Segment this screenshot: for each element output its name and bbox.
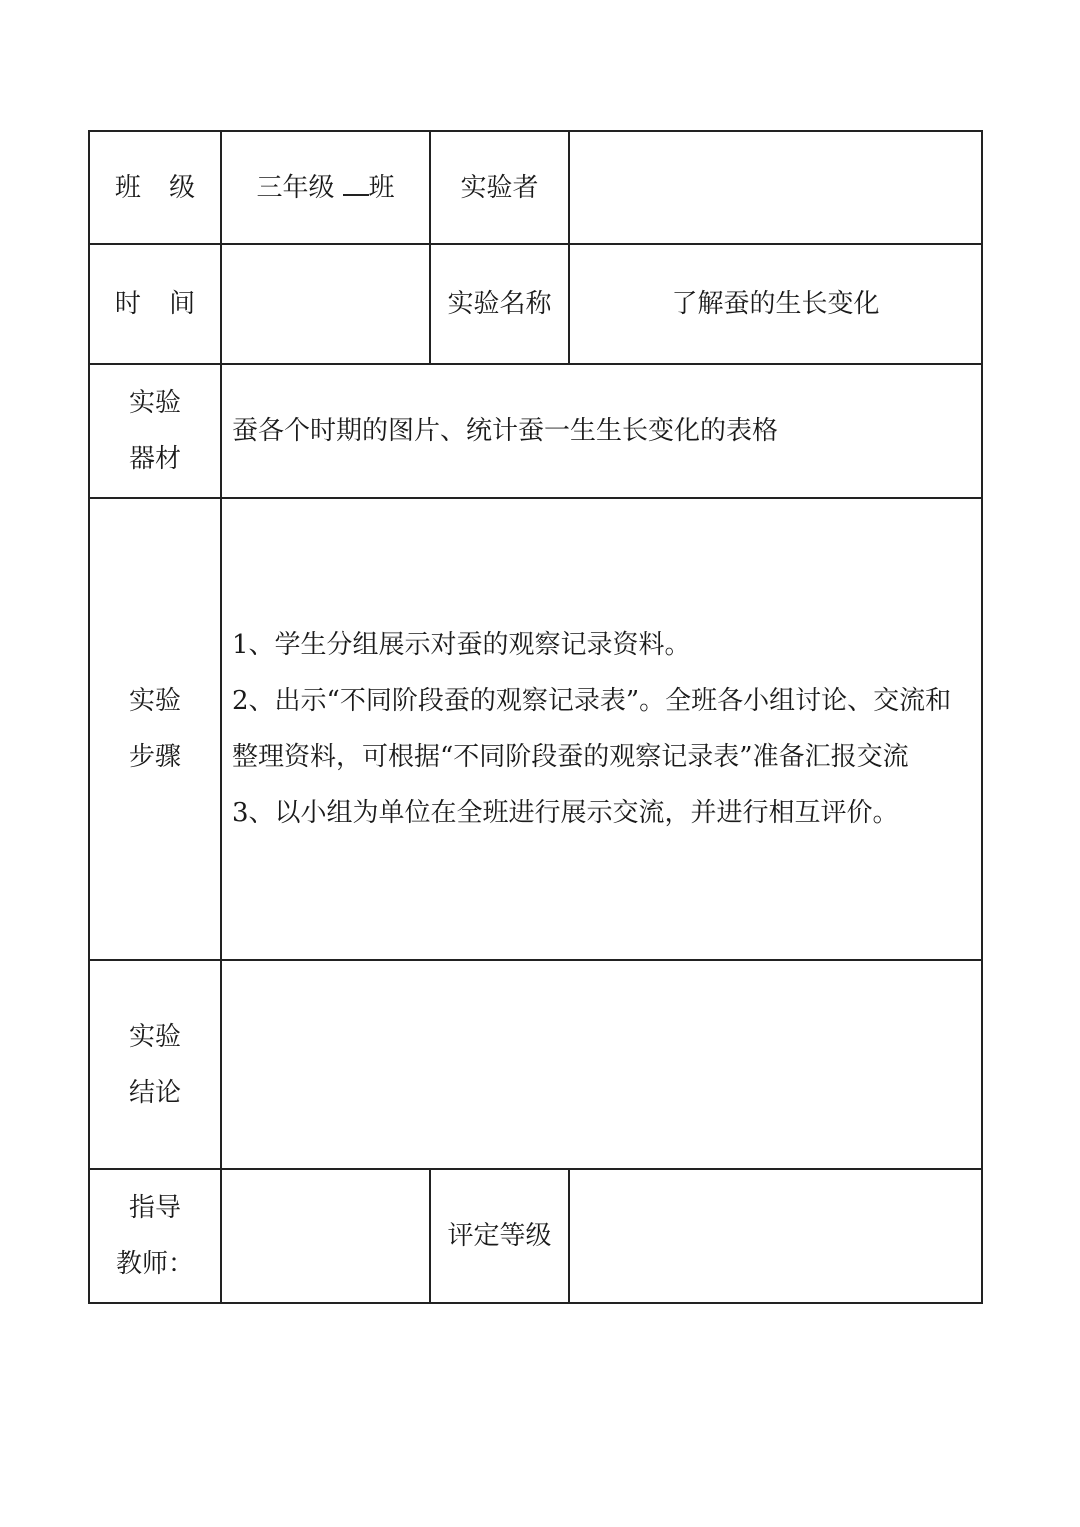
class-suffix: 班 [368,172,395,203]
row-steps [89,498,982,960]
step-line: 2、出示“不同阶段蚕的观察记录表”。全班各小组讨论、交流和 [232,686,952,716]
experiment-record-table [88,130,983,1304]
materials-label-line-2: 器材 [128,444,181,474]
materials-value-cell[interactable] [221,364,982,498]
grade-value-cell[interactable] [569,1169,982,1303]
experimenter-label-cell [430,131,569,244]
steps-label-line-2: 步骤 [128,742,181,772]
experiment-name-value: 了解蚕的生长变化 [671,289,880,319]
row-teacher [89,1169,982,1303]
conclusion-label-cell [89,960,221,1169]
teacher-value-cell[interactable] [221,1169,430,1303]
teacher-label-cell [89,1169,221,1303]
experiment-name-label: 实验名称 [447,289,552,319]
row-time [89,244,982,364]
step-line: 3、以小组为单位在全班进行展示交流，并进行相互评价。 [232,798,899,828]
row-class [89,131,982,244]
experiment-name-label-cell [430,244,569,364]
step-line: 1、学生分组展示对蚕的观察记录资料。 [232,630,691,660]
steps-value-cell[interactable] [221,498,982,960]
experiment-name-value-cell[interactable] [569,244,982,364]
conclusion-value-cell[interactable] [221,960,982,1169]
class-label: 班 级 [114,172,196,203]
class-value: 三年级 [256,172,335,203]
row-materials [89,364,982,498]
experimenter-label: 实验者 [460,172,539,203]
time-label-cell [89,244,221,364]
teacher-label-line-2: 教师： [115,1249,194,1279]
row-conclusion [89,960,982,1169]
materials-value: 蚕各个时期的图片、统计蚕一生生长变化的表格 [232,416,779,446]
materials-label-line-1: 实验 [128,388,181,418]
step-line: 整理资料，可根据“不同阶段蚕的观察记录表”准备汇报交流 [232,742,909,772]
teacher-label-line-1: 指导 [128,1193,181,1223]
steps-label-cell [89,498,221,960]
materials-label-cell [89,364,221,498]
grade-label-cell [430,1169,569,1303]
grade-label: 评定等级 [447,1221,552,1251]
class-value-cell[interactable] [221,131,430,244]
class-number-blank[interactable] [343,172,369,196]
experiment-record-sheet [88,130,981,1302]
experimenter-value-cell[interactable] [569,131,982,244]
class-label-cell [89,131,221,244]
steps-label-line-1: 实验 [128,686,181,716]
time-label: 时 间 [114,289,196,319]
time-value-cell[interactable] [221,244,430,364]
conclusion-label-line-1: 实验 [128,1021,181,1052]
conclusion-label-line-2: 结论 [128,1077,181,1108]
